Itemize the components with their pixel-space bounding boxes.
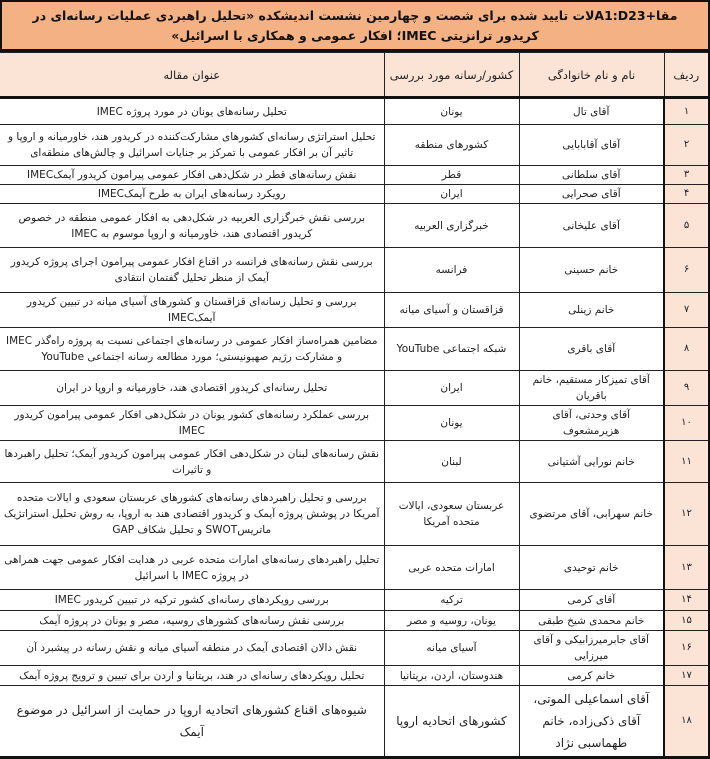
name-cell: خانم توحیدی [519,546,664,590]
row-number-cell: ۴ [664,185,709,204]
table-row [0,328,709,371]
row-number-cell: ۱۰ [664,406,709,441]
table-row [0,611,709,631]
name-cell: آقای کرمی [519,590,664,611]
name-cell: خانم کرمی [519,666,664,686]
header-country-media: کشور/رسانه مورد بررسی [384,53,519,98]
country-cell: فرانسه [384,248,519,293]
table-row [0,483,709,546]
country-cell: ایران [384,371,519,406]
table-row [0,98,709,125]
article-title-cell: تحلیل رسانه‌ای کریدور اقتصادی هند، خاورمیانه و اروپا در ایران [0,371,384,406]
row-number-cell: ۱۶ [664,631,709,666]
row-number-cell: ۱۲ [664,483,709,546]
sheet-title: مقا+A1:D23لات تایید شده برای شصت و چهارمین نشست اندیشکده «تحلیل راهبردی عملیات رسانه‌ای در کریدور ترانزیتی IMEC؛ افکار عمومی و همکاری با اسرائیل» [0,0,710,52]
row-number-cell: ۳ [664,166,709,185]
header-full-name: نام و نام خانوادگی [519,53,664,98]
country-cell: قزاقستان و آسیای میانه [384,293,519,328]
name-cell: آقای علیخانی [519,204,664,248]
table-row [0,125,709,166]
country-cell: امارات متحده عربی [384,546,519,590]
name-cell: خانم محمدی شیخ طبقی [519,611,664,631]
article-title-cell: بررسی نقش رسانه‌های فرانسه در اقناع افکار عمومی پیرامون اجرای پروژه کریدور آیمک از منظر تحلیل گفتمان انتقادی [0,248,384,293]
country-cell: یونان [384,406,519,441]
row-number-cell: ۱۱ [664,441,709,483]
article-title-cell: بررسی و تحلیل رسانه‌ای قزاقستان و کشورهای آسیای میانه در تبیین کریدور آیمکIMEC [0,293,384,328]
header-article-title: عنوان مقاله [0,53,384,98]
table-row [0,248,709,293]
article-title-cell: نقش رسانه‌های لبنان در شکل‌دهی افکار عمومی پیرامون کریدور آیمک؛ تحلیل راهبردها و تاثیرات [0,441,384,483]
country-cell: قطر [384,166,519,185]
article-title-cell: بررسی و تحلیل راهبردهای رسانه‌های کشورهای عربستان سعودی و ایالات متحده آمریکا در پوشش پروژه آیمک و کریدور اقتصادی هند به اروپا، به روش تحلیل استراتژیک ماتریسSWOT و تحلیل شکاف GAP [0,483,384,546]
table-row [0,371,709,406]
name-cell: آقای صحرایی [519,185,664,204]
row-number-cell: ۵ [664,204,709,248]
table-row [0,631,709,666]
table-row [0,666,709,686]
country-cell: خبرگزاری العربیه [384,204,519,248]
article-title-cell: تحلیل راهبردهای رسانه‌های امارات متحده عربی در هدایت افکار عمومی جهت همراهی در پروژه IMEC با اسرائیل [0,546,384,590]
articles-table [0,52,710,759]
table-header-row [0,53,709,98]
article-title-cell: شیوه‌های اقناع کشورهای اتحادیه اروپا در حمایت از اسرائیل در موضوع آیمک [0,686,384,758]
row-number-cell: ۱۸ [664,686,709,758]
table-row [0,293,709,328]
name-cell: آقای باقری [519,328,664,371]
table-row [0,185,709,204]
table-row [0,166,709,185]
name-cell: خانم حسینی [519,248,664,293]
country-cell: لبنان [384,441,519,483]
name-cell: آقای تمیزکار مستقیم، خانم باقریان [519,371,664,406]
article-title-cell: مضامین همراه‌ساز افکار عمومی در رسانه‌های اجتماعی نسبت به پروژه راه‌گذر IMEC و مشارکت رژیم صهیونیستی؛ مورد مطالعه رسانه اجتماعی YouTube [0,328,384,371]
article-title-cell: نقش دالان اقتصادی آیمک در منطقه آسیای میانه و نقش رسانه در پیشبرد آن [0,631,384,666]
article-title-cell: بررسی رویکردهای رسانه‌ای کشور ترکیه در تبیین کریدور IMEC [0,590,384,611]
row-number-cell: ۱۵ [664,611,709,631]
name-cell: خانم سهرابی، آقای مرتضوی [519,483,664,546]
row-number-cell: ۲ [664,125,709,166]
name-cell: آقای تال [519,98,664,125]
header-row-number: ردیف [664,53,709,98]
row-number-cell: ۱۳ [664,546,709,590]
article-title-cell: نقش رسانه‌های قطر در شکل‌دهی افکار عمومی پیرامون کریدور آیمکIMEC [0,166,384,185]
table-row [0,686,709,758]
country-cell: ایران [384,185,519,204]
country-cell: کشورهای اتحادیه اروپا [384,686,519,758]
table-row [0,204,709,248]
article-title-cell: بررسی عملکرد رسانه‌های کشور یونان در شکل‌دهی افکار عمومی پیرامون کریدور IMEC [0,406,384,441]
table-row [0,546,709,590]
country-cell: یونان، روسیه و مصر [384,611,519,631]
table-row [0,590,709,611]
article-title-cell: رویکرد رسانه‌های ایران به طرح آیمکIMEC [0,185,384,204]
name-cell: آقای جابرمیرزابیکی و آقای میرزایی [519,631,664,666]
country-cell: کشورهای منطقه [384,125,519,166]
country-cell: هندوستان، اردن، بریتانیا [384,666,519,686]
row-number-cell: ۱ [664,98,709,125]
article-title-cell: تحلیل رویکردهای رسانه‌ای در هند، بریتانیا و اردن برای تبیین و ترویج پروژه آیمک [0,666,384,686]
table-body [0,98,709,758]
name-cell: آقای آقابابایی [519,125,664,166]
row-number-cell: ۸ [664,328,709,371]
article-title-cell: تحلیل استراتژی رسانه‌ای کشورهای مشارکت‌کننده در کریدور هند، خاورمیانه و اروپا و تاثیر آن بر افکار عمومی با تمرکز بر جنایات اسرائیل و چالش‌های منطقه‌ای [0,125,384,166]
table-row [0,441,709,483]
row-number-cell: ۶ [664,248,709,293]
row-number-cell: ۱۷ [664,666,709,686]
name-cell: آقای اسماعیلی الموتی، آقای ذکی‌زاده، خانم طهماسبی نژاد [519,686,664,758]
name-cell: آقای سلطانی [519,166,664,185]
row-number-cell: ۷ [664,293,709,328]
row-number-cell: ۹ [664,371,709,406]
name-cell: خانم زینلی [519,293,664,328]
country-cell: یونان [384,98,519,125]
name-cell: آقای وحدتی، آقای هزیرمشعوف [519,406,664,441]
table-row [0,406,709,441]
country-cell: آسیای میانه [384,631,519,666]
name-cell: خانم نورایی آشتیانی [519,441,664,483]
article-title-cell: بررسی نقش خبرگزاری العربیه در شکل‌دهی به افکار عمومی منطقه در خصوص کریدور اقتصادی هند، خاورمیانه و اروپا موسوم به IMEC [0,204,384,248]
row-number-cell: ۱۴ [664,590,709,611]
country-cell: شبکه اجتماعی YouTube [384,328,519,371]
country-cell: عربستان سعودی، ایالات متحده آمریکا [384,483,519,546]
country-cell: ترکیه [384,590,519,611]
article-title-cell: تحلیل رسانه‌های یونان در مورد پروژه IMEC [0,98,384,125]
article-title-cell: بررسی نقش رسانه‌های کشورهای روسیه، مصر و یونان در پروژه آیمک [0,611,384,631]
